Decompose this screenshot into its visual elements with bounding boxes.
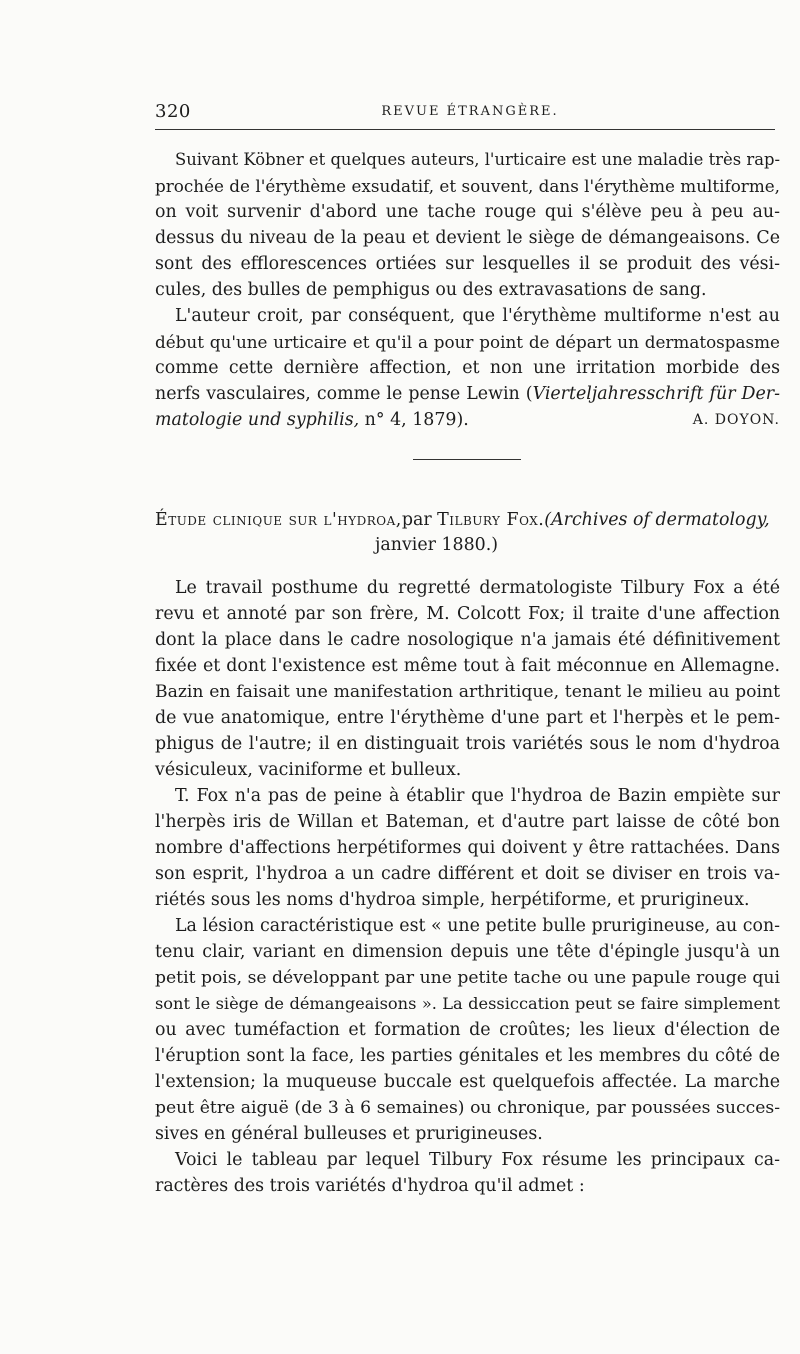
header-rule — [155, 129, 775, 130]
text-line: Bazin en faisait une manifestation arthritique, tenant le milieu au point — [155, 682, 780, 702]
running-head — [155, 101, 775, 127]
text-line: l'extension; la muqueuse buccale est quelquefois affectée. La marche — [155, 1072, 780, 1092]
text-line: ou avec tuméfaction et formation de croûtes; les lieux d'élection de — [155, 1020, 780, 1040]
text-line — [155, 407, 780, 433]
text-line: dont la place dans le cadre nosologique n'a jamais été définitivement — [155, 630, 780, 650]
text-line: sont des efflorescences ortiées sur lesquelles il se produit des vési- — [155, 254, 780, 274]
text-line: début qu'une urticaire et qu'il a pour point de départ un dermatospasme — [155, 332, 780, 352]
text-line: La lésion caractéristique est « une petite bulle prurigineuse, au con- — [175, 916, 781, 936]
text-line: prochée de l'érythème exsudatif, et souvent, dans l'érythème multiforme, — [155, 176, 780, 196]
text-line: nombre d'affections herpétiformes qui doivent y être rattachées. Dans — [155, 838, 780, 858]
journal-title: REVUE ÉTRANGÈRE. — [381, 104, 559, 119]
text-line: phigus de l'autre; il en distinguait trois variétés sous le nom d'hydroa — [155, 734, 780, 754]
section-separator — [413, 459, 521, 460]
article-title — [155, 507, 780, 533]
text-line: peut être aiguë (de 3 à 6 semaines) ou chronique, par poussées succes- — [155, 1098, 780, 1118]
text-line: son esprit, l'hydroa a un cadre différent et doit se diviser en trois va- — [155, 864, 780, 884]
text-line: sives en général bulleuses et prurigineuses. — [155, 1124, 543, 1144]
text-line: cules, des bulles de pemphigus ou des extravasations de sang. — [155, 280, 707, 300]
title-date: janvier 1880.) — [375, 535, 499, 555]
text-line: vésiculeux, vaciniforme et bulleux. — [155, 760, 462, 780]
text-line: l'éruption sont la face, les parties génitales et les membres du côté de — [155, 1046, 780, 1066]
title-lead: Étude clinique sur l'hydroa, — [155, 510, 402, 530]
text-line: L'auteur croit, par conséquent, que l'érythème multiforme n'est au — [175, 306, 780, 326]
title-journal: (Archives of dermatology, — [544, 510, 770, 530]
text-line: ractères des trois variétés d'hydroa qu'il admet : — [155, 1176, 585, 1196]
title-author: Tilbury Fox. — [437, 510, 545, 530]
text-line — [155, 381, 780, 407]
text-line: Le travail posthume du regretté dermatologiste Tilbury Fox a été — [175, 578, 780, 598]
text-line: T. Fox n'a pas de peine à établir que l'hydroa de Bazin empiète sur — [175, 786, 780, 806]
journal-citation: matologie und syphilis, — [155, 410, 360, 430]
text-span: nerfs vasculaires, comme le pense Lewin ( — [155, 384, 533, 404]
journal-citation: Vierteljahresschrift für Der- — [532, 384, 780, 404]
page-number: 320 — [155, 101, 191, 122]
text-line: de vue anatomique, entre l'érythème d'une part et l'herpès et le pem- — [155, 708, 780, 728]
text-line: revu et annoté par son frère, M. Colcott Fox; il traite d'une affection — [155, 604, 780, 624]
text-line: petit pois, se développant par une petite tache ou une papule rouge qui — [155, 968, 780, 988]
author-signature: A. DOYON. — [692, 412, 780, 428]
text-line: tenu clair, variant en dimension depuis une tête d'épingle jusqu'à un — [155, 942, 780, 962]
title-par: par — [401, 510, 438, 530]
text-line: comme cette dernière affection, et non une irritation morbide des — [155, 358, 780, 378]
text-line: sont le siège de démangeaisons ». La dessiccation peut se faire simplement — [155, 994, 780, 1013]
text-line: Suivant Köbner et quelques auteurs, l'urticaire est une maladie très rap- — [175, 150, 780, 169]
text-line: on voit survenir d'abord une tache rouge qui s'élève peu à peu au- — [155, 202, 780, 222]
text-line: riétés sous les noms d'hydroa simple, herpétiforme, et prurigineux. — [155, 890, 750, 910]
text-line: l'herpès iris de Willan et Bateman, et d'autre part laisse de côté bon — [155, 812, 780, 832]
text-line: fixée et dont l'existence est même tout à fait méconnue en Allemagne. — [155, 656, 780, 676]
text-line: Voici le tableau par lequel Tilbury Fox résume les principaux ca- — [175, 1150, 780, 1170]
text-line: dessus du niveau de la peau et devient le siège de démangeaisons. Ce — [155, 228, 780, 248]
text-span: n° 4, 1879). — [359, 410, 469, 430]
